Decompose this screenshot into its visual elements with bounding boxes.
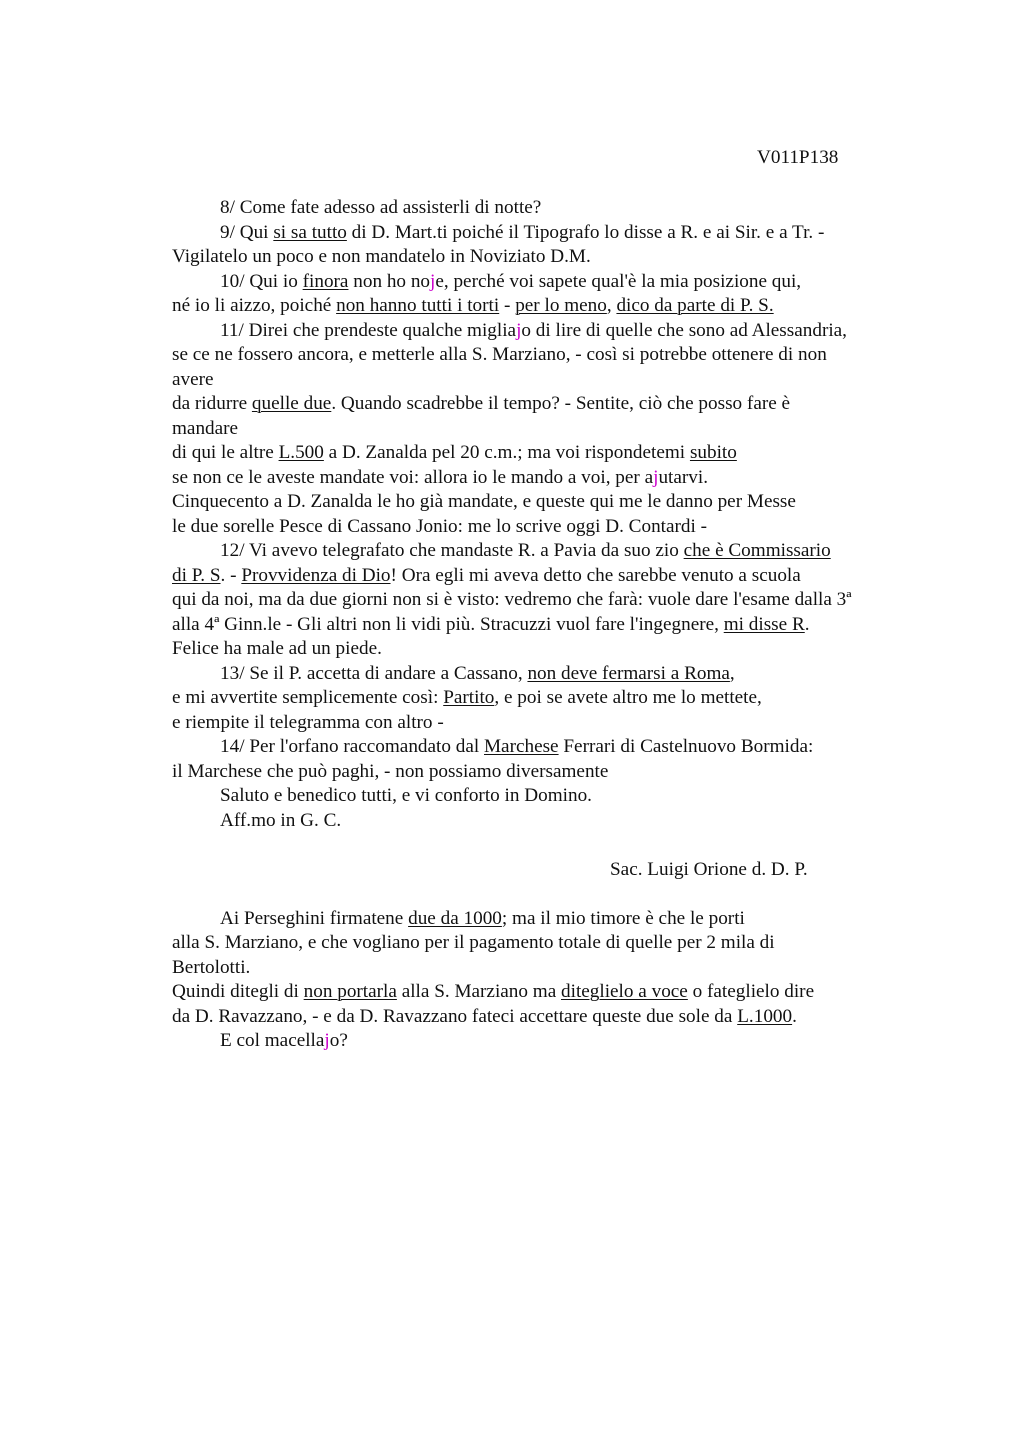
underlined-text: che è Commissario: [683, 540, 831, 561]
text-segment: il Marchese che può paghi, - non possiamo diversamente: [172, 760, 609, 782]
text-line: [172, 1005, 932, 1030]
text-segment: di D. Mart.ti poiché il Tipografo lo disse a R. e ai Sir. e a Tr. -: [346, 221, 825, 243]
text-segment: 8/ Come fate adesso ad assisterli di notte?: [220, 197, 542, 218]
text-line: [172, 392, 932, 417]
underlined-text: non portarla: [303, 981, 397, 1002]
text-line: [172, 539, 932, 564]
text-line: [172, 907, 932, 932]
text-line: [172, 466, 932, 491]
underlined-text: dico da parte di P. S.: [616, 295, 774, 316]
text-segment: . Quando scadrebbe il tempo? - Sentite, ciò che posso fare è: [331, 393, 791, 414]
text-segment: e mi avvertite semplicemente così:: [172, 687, 444, 708]
text-line: [172, 980, 932, 1005]
text-segment: le due sorelle Pesce di Cassano Jonio: me lo scrive oggi D. Contardi -: [172, 515, 708, 537]
text-line: [172, 1029, 932, 1054]
text-segment: non ho no: [348, 270, 430, 292]
text-segment: E col macella: [220, 1030, 325, 1051]
text-line: [172, 245, 932, 270]
text-segment: mandare: [172, 417, 239, 439]
underlined-text: Marchese: [484, 736, 559, 757]
text-segment: , e poi se avete altro me lo mettete,: [494, 687, 762, 708]
text-line: [172, 417, 932, 442]
text-segment: Cinquecento a D. Zanalda le ho già mandate, e queste qui me le danno per Messe: [172, 491, 796, 512]
underlined-text: L.1000: [737, 1005, 793, 1027]
text-segment: Saluto e benedico tutti, e vi conforto in Domino.: [220, 785, 592, 806]
underlined-text: diteglielo a voce: [561, 981, 688, 1002]
text-line: [172, 956, 932, 981]
text-segment: alla 4ª Ginn.le - Gli altri non li vidi più. Stracuzzi vuol fare l'ingegnere,: [172, 613, 724, 635]
underlined-text: per lo meno: [515, 295, 607, 316]
blank-line: [172, 882, 932, 907]
text-segment: o di lire di quelle che sono ad Alessandria,: [521, 319, 847, 341]
highlighted-letter: j: [653, 466, 659, 488]
text-segment: né io li aizzo, poiché: [172, 295, 337, 316]
text-segment: 13/ Se il P. accetta di andare a Cassano,: [220, 662, 528, 684]
text-segment: qui da noi, ma da due giorni non si è visto: vedremo che farà: vuole dare l'esame dalla 3ª: [172, 589, 852, 610]
underlined-text: di P. S: [172, 564, 221, 586]
underlined-text: quelle due: [251, 393, 332, 414]
text-segment: ,: [606, 295, 617, 316]
text-segment: 10/ Qui io: [220, 270, 303, 292]
text-line: [172, 196, 932, 221]
text-segment: 14/ Per l'orfano raccomandato dal: [220, 736, 484, 757]
underlined-text: si sa tutto: [273, 221, 347, 243]
text-segment: 12/ Vi avevo telegrafato che mandaste R. a Pavia da suo zio: [220, 540, 684, 561]
text-line: [172, 343, 932, 368]
text-line: [172, 294, 932, 319]
underlined-text: L.500: [278, 442, 324, 463]
text-line: [172, 564, 932, 589]
blank-line: [172, 833, 932, 858]
text-segment: ! Ora egli mi aveva detto che sarebbe venuto a scuola: [390, 564, 801, 586]
underlined-text: finora: [302, 270, 349, 292]
text-line: [172, 490, 932, 515]
text-line: [172, 613, 932, 638]
text-segment: 11/ Direi che prendeste qualche miglia: [220, 319, 517, 341]
highlighted-letter: j: [324, 1030, 330, 1051]
text-segment: Quindi ditegli di: [172, 981, 304, 1002]
text-segment: Sac. Luigi Orione d. D. P.: [610, 858, 808, 880]
text-segment: . -: [220, 564, 242, 586]
underlined-text: mi disse R: [723, 613, 805, 635]
text-segment: utarvi.: [658, 466, 709, 488]
text-segment: di qui le altre: [172, 442, 279, 463]
text-segment: -: [499, 295, 516, 316]
text-line: [172, 784, 932, 809]
letter-body: [172, 196, 932, 1054]
text-line: [172, 931, 932, 956]
text-line: [172, 760, 932, 785]
underlined-text: due da 1000: [408, 907, 502, 929]
text-segment: Aff.mo in G. C.: [220, 809, 342, 831]
text-segment: a D. Zanalda pel 20 c.m.; ma voi rispondetemi: [323, 442, 690, 463]
text-line: [172, 637, 932, 662]
text-line: [172, 662, 932, 687]
text-segment: o fateglielo dire: [687, 981, 815, 1002]
underlined-text: Partito: [443, 687, 495, 708]
text-line: [172, 686, 932, 711]
underlined-text: Provvidenza di Dio: [241, 564, 391, 586]
text-line: [172, 809, 932, 834]
signature: [172, 858, 932, 883]
text-segment: Ferrari di Castelnuovo Bormida:: [558, 736, 814, 757]
highlighted-letter: j: [516, 319, 522, 341]
text-segment: ; ma il mio timore è che le porti: [501, 907, 745, 929]
text-segment: alla S. Marziano ma: [396, 981, 562, 1002]
page-id: V011P138: [757, 147, 839, 168]
text-line: [172, 221, 932, 246]
text-segment: Felice ha male ad un piede.: [172, 638, 382, 659]
text-segment: Ai Perseghini firmatene: [220, 907, 409, 929]
text-segment: 9/ Qui: [220, 221, 274, 243]
text-line: [172, 735, 932, 760]
text-segment: se non ce le aveste mandate voi: allora io le mando a voi, per a: [172, 466, 654, 488]
underlined-text: subito: [689, 442, 737, 463]
text-segment: Bertolotti.: [172, 956, 251, 978]
text-segment: da ridurre: [172, 393, 252, 414]
text-line: [172, 368, 932, 393]
text-segment: o?: [329, 1030, 348, 1051]
text-segment: e riempite il telegramma con altro -: [172, 711, 444, 733]
highlighted-letter: j: [430, 270, 436, 292]
underlined-text: non hanno tutti i torti: [336, 295, 500, 316]
text-segment: .: [804, 613, 810, 635]
text-segment: se ce ne fossero ancora, e metterle alla S. Marziano, - così si potrebbe ottenere di non: [172, 344, 827, 365]
text-segment: ,: [729, 662, 735, 684]
text-segment: .: [792, 1005, 797, 1027]
text-line: [172, 441, 932, 466]
text-segment: avere: [172, 368, 214, 390]
text-segment: e, perché voi sapete qual'è la mia posizione qui,: [435, 270, 802, 292]
text-line: [172, 515, 932, 540]
text-segment: da D. Ravazzano, - e da D. Ravazzano fateci accettare queste due sole da: [172, 1005, 738, 1027]
text-line: [172, 319, 932, 344]
text-segment: alla S. Marziano, e che vogliano per il pagamento totale di quelle per 2 mila di: [172, 932, 775, 953]
text-line: [172, 588, 932, 613]
text-line: [172, 711, 932, 736]
text-line: [172, 270, 932, 295]
underlined-text: non deve fermarsi a Roma: [527, 662, 730, 684]
text-segment: Vigilatelo un poco e non mandatelo in Noviziato D.M.: [172, 246, 591, 267]
